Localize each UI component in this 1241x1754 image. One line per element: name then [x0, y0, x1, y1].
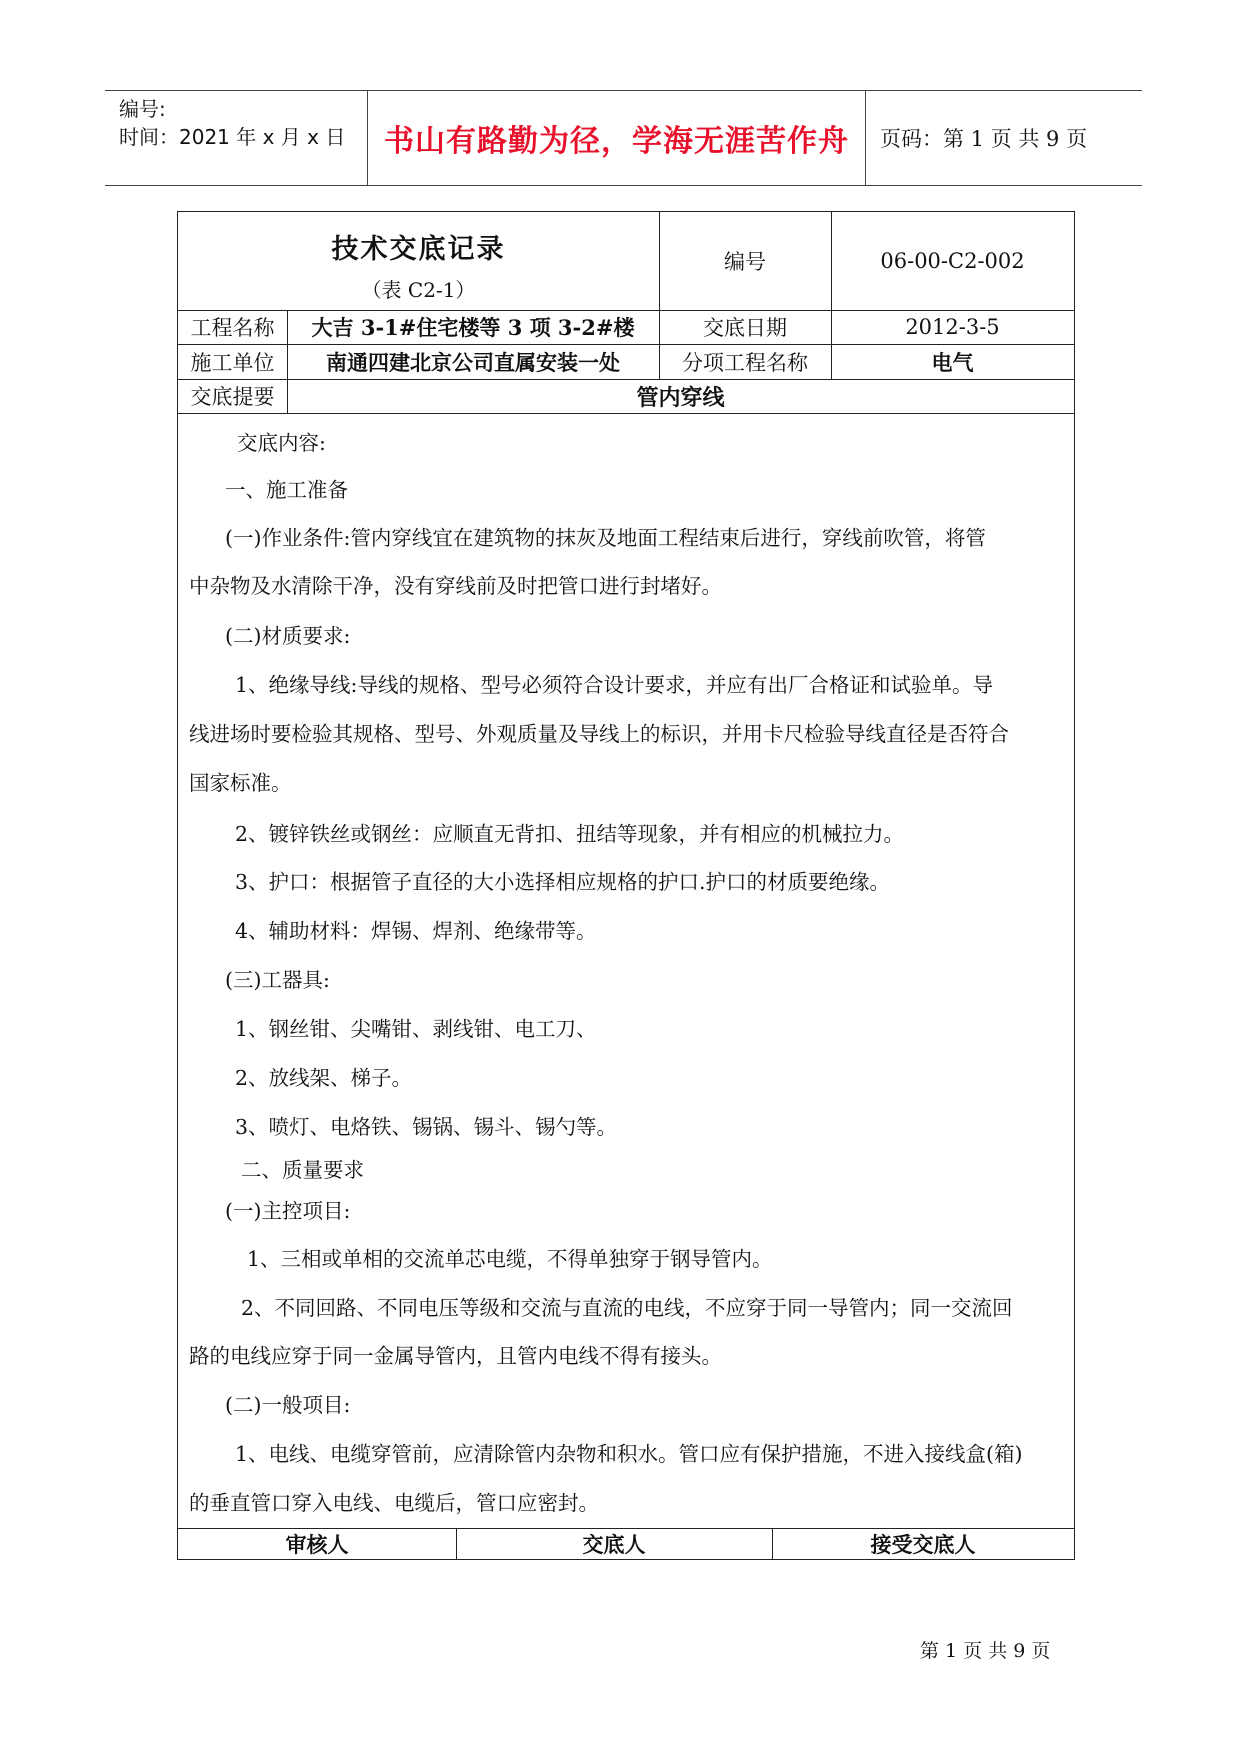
project-label: 工程名称	[190, 316, 275, 340]
content-line: 的垂直管口穿入电线、电缆后，管口应密封。	[189, 1491, 599, 1515]
form-subtitle: （表 C2-1）	[361, 277, 476, 302]
content-line: 二、质量要求	[241, 1158, 364, 1182]
content-line: (二)材质要求:	[225, 624, 351, 648]
subitem-label: 分项工程名称	[682, 350, 808, 375]
date-label: 交底日期	[703, 316, 787, 340]
subitem-value: 电气	[931, 349, 974, 375]
motto-text: 书山有路勤为径，学海无涯苦作舟	[384, 124, 849, 159]
project-value: 大吉 3-1#住宅楼等 3 项 3-2#楼	[311, 315, 635, 340]
content-line: 3、喷灯、电烙铁、锡锅、锡斗、锡勺等。	[235, 1115, 618, 1139]
form-title: 技术交底记录	[331, 233, 506, 265]
page-footer: 第 1 页 共 9 页	[920, 1640, 1051, 1662]
unit-value: 南通四建北京公司直属安装一处	[326, 349, 620, 375]
number-label: 编号:	[119, 97, 166, 121]
page-header	[105, 90, 1142, 186]
disclosure-record-table	[177, 211, 1075, 1560]
summary-value: 管内穿线	[636, 384, 725, 411]
number-value-cell: 06-00-C2-002	[880, 249, 1025, 273]
content-line: 2、放线架、梯子。	[235, 1066, 413, 1090]
summary-label: 交底提要	[190, 385, 275, 409]
unit-label: 施工单位	[190, 350, 275, 375]
date-value: 2012-3-5	[905, 315, 1000, 339]
content-line: 2、不同回路、不同电压等级和交流与直流的电线，不应穿于同一导管内；同一交流回	[241, 1296, 1013, 1320]
presenter-label: 交底人	[582, 1532, 646, 1557]
content-line: (一)作业条件:管内穿线宜在建筑物的抹灰及地面工程结束后进行，穿线前吹管，将管	[225, 526, 986, 550]
content-line: 国家标准。	[189, 771, 292, 795]
content-line: 1、三相或单相的交流单芯电缆，不得单独穿于钢导管内。	[247, 1247, 773, 1271]
header-motto-cell	[368, 91, 866, 185]
content-line: 一、施工准备	[225, 478, 348, 502]
time-label: 时间：2021 年 x 月 x 日	[119, 125, 346, 149]
content-line: (一)主控项目:	[225, 1199, 351, 1223]
content-line: 中杂物及水清除干净，没有穿线前及时把管口进行封堵好。	[189, 574, 722, 598]
content-line: 2、镀锌铁丝或钢丝：应顺直无背扣、扭结等现象，并有相应的机械拉力。	[235, 822, 905, 846]
content-line: 交底内容:	[237, 431, 326, 455]
content-line: (三)工器具:	[225, 968, 330, 992]
content-line: 线进场时要检验其规格、型号、外观质量及导线上的标识，并用卡尺检验导线直径是否符合	[189, 722, 1009, 746]
content-line: 路的电线应穿于同一金属导管内，且管内电线不得有接头。	[189, 1344, 722, 1368]
content-line: 1、绝缘导线:导线的规格、型号必须符合设计要求，并应有出厂合格证和试验单。导	[235, 673, 993, 697]
reviewer-label: 审核人	[285, 1532, 349, 1557]
content-line: 1、钢丝钳、尖嘴钳、剥线钳、电工刀、	[235, 1017, 597, 1041]
content-line: (二)一般项目:	[225, 1393, 351, 1417]
header-page-cell	[866, 91, 1142, 185]
content-line: 3、护口：根据管子直径的大小选择相应规格的护口.护口的材质要绝缘。	[235, 870, 891, 894]
number-label-cell: 编号	[724, 250, 766, 274]
page-info: 页码：第 1 页 共 9 页	[880, 127, 1088, 151]
content-line: 4、辅助材料：焊锡、焊剂、绝缘带等。	[235, 919, 597, 943]
receiver-label: 接受交底人	[870, 1532, 976, 1557]
content-line: 1、电线、电缆穿管前，应清除管内杂物和积水。管口应有保护措施，不进入接线盒(箱)	[235, 1442, 1023, 1466]
header-meta	[105, 91, 368, 185]
